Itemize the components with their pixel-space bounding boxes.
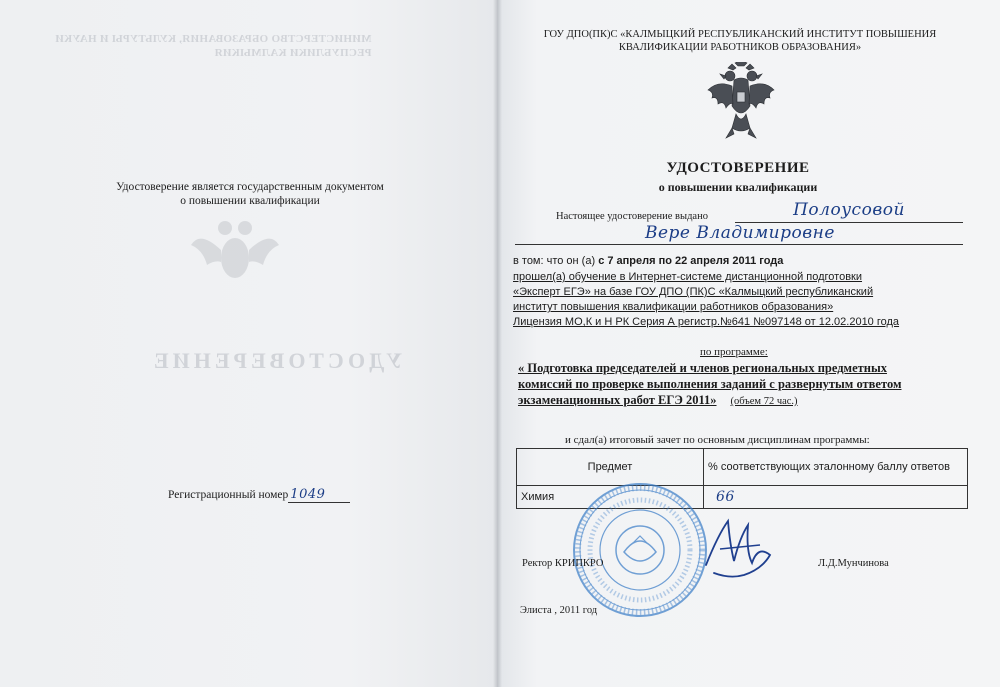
rector-signature-icon <box>700 515 780 585</box>
institution-line-1: ГОУ ДПО(ПК)С «КАЛМЫЦКИЙ РЕСПУБЛИКАНСКИЙ ИНСТИТУТ ПОВЫШЕНИЯ <box>543 29 937 40</box>
training-line: институт повышения квалификации работников образования» <box>513 301 834 313</box>
registration-number-label: Регистрационный номер <box>168 489 289 501</box>
recipient-given-names: Вере Владимировне <box>515 223 963 245</box>
institution-line-2: КВАЛИФИКАЦИИ РАБОТНИКОВ ОБРАЗОВАНИЯ» <box>618 42 862 53</box>
rector-label: Ректор КРИПКРО <box>522 558 604 569</box>
double-headed-eagle-emblem-icon <box>706 62 776 142</box>
training-period-prefix: в том: что он (а) <box>513 255 599 267</box>
header-percent: % соответствующих эталонному баллу ответов <box>704 449 968 486</box>
status-line-1: Удостоверение является государственным документом <box>116 181 384 193</box>
table-header-row <box>517 449 968 486</box>
percent-cell: 66 <box>704 486 968 509</box>
rector-name: Л.Д.Мунчинова <box>818 558 889 569</box>
training-period-dates: с 7 апреля по 22 апреля 2011 года <box>598 255 784 267</box>
round-seal-stamp-icon <box>572 482 708 618</box>
subject-cell: Химия <box>517 486 704 509</box>
bleed-through-header: МИНИСТЕРСТВО ОБРАЗОВАНИЯ, КУЛЬТУРЫ И НАУКИ РЕСПУБЛИКИ КАЛМЫКИЯ <box>55 33 372 59</box>
recipient-surname: Полоусовой <box>735 200 963 223</box>
header-subject: Предмет <box>517 449 704 486</box>
registration-number-value: 1049 <box>288 487 350 503</box>
registration-number-row <box>168 487 350 503</box>
training-period <box>513 255 783 267</box>
exam-statement: и сдал(а) итоговый зачет по основным дисциплинам программы: <box>565 434 870 446</box>
place-and-year: Элиста , 2011 год <box>520 605 598 616</box>
page-fold <box>493 0 502 687</box>
program-line: « Подготовка председателей и членов региональных предметных <box>518 361 887 375</box>
license-line: Лицензия МО,К и Н РК Серия А регистр.№641 №097148 от 12.02.2010 года <box>513 316 900 328</box>
program-line: комиссий по проверке выполнения заданий с развернутым ответом <box>518 377 902 391</box>
issued-to-label: Настоящее удостоверение выдано <box>556 211 708 222</box>
program-line: экзаменационных работ ЕГЭ 2011» <box>518 393 717 407</box>
program-volume: (объем 72 час.) <box>730 396 798 407</box>
certificate-title: УДОСТОВЕРЕНИЕ <box>666 160 810 176</box>
status-line-2: о повышении квалификации <box>180 195 320 207</box>
program-label: по программе: <box>700 346 768 358</box>
program-title <box>518 360 958 410</box>
institution-header <box>530 28 950 54</box>
training-details <box>513 270 953 330</box>
left-page <box>0 0 497 687</box>
ghost-emblem-icon <box>185 210 285 300</box>
bleed-through-title: УДОСТОВЕРЕНИЕ <box>150 348 403 373</box>
document-status-note <box>95 180 405 208</box>
certificate-subtitle: о повышении квалификации <box>658 180 818 194</box>
training-line: «Эксперт ЕГЭ» на базе ГОУ ДПО (ПК)С «Калмыцкий республиканский <box>513 286 874 298</box>
training-line: прошел(а) обучение в Интернет-системе дистанционной подготовки <box>513 271 863 283</box>
